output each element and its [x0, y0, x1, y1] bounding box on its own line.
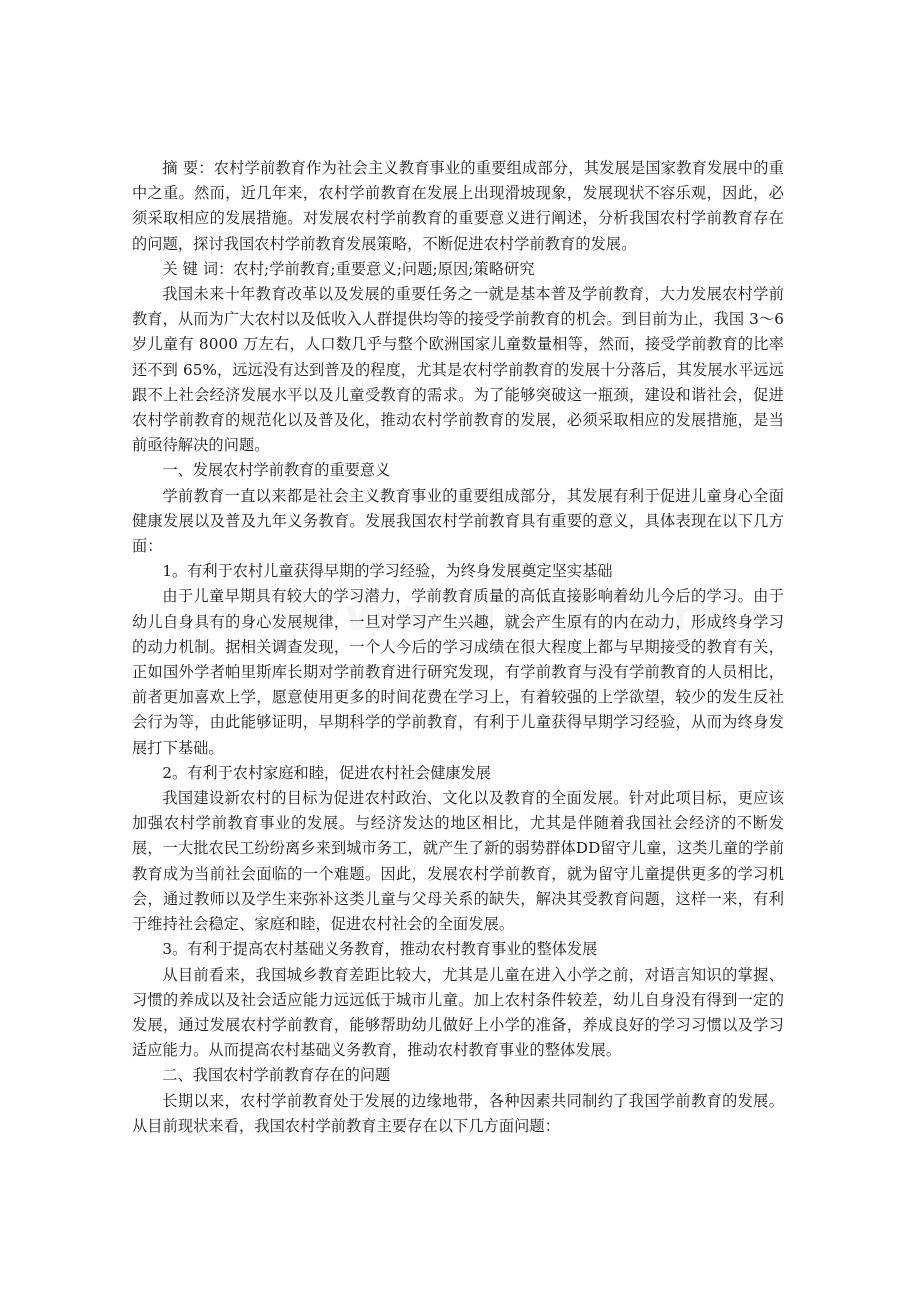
keywords-label: 关 键 词：: [162, 259, 234, 278]
abstract-label: 摘 要：: [162, 159, 214, 177]
section-1-heading: 一、发展农村学前教育的重要意义: [162, 461, 391, 480]
keywords-paragraph: [132, 257, 784, 282]
document-body: [132, 156, 784, 1139]
point-3-text: 从目前看来，我国城乡教育差距比较大，尤其是儿童在进入小学之前，对语言知识的掌握、习惯的养成以及社会适应能力远远低于城市儿童。加上农村条件较差，幼儿自身没有得到一定的发展，通过发展农村学前教育，能够帮助幼儿做好上小学的准备，养成良好的学习习惯以及学习适应能力。从而提高农村基础义务教育，推动农村教育事业的整体发展。: [132, 965, 784, 1060]
point-1-heading: 1。有利于农村儿童获得早期的学习经验，为终身发展奠定坚实基础: [162, 562, 613, 581]
abstract-text: 农村学前教育作为社会主义教育事业的重要组成部分，其发展是国家教育发展中的重中之重。然而，近几年来，农村学前教育在发展上出现滑坡现象，发展现状不容乐观，因此，必须采取相应的发展措施。对发展农村学前教育的重要意义进行阐述，分析我国农村学前教育存在的问题，探讨我国农村学前教育发展策略，不断促进农村学前教育的发展。: [132, 159, 784, 253]
point-3-heading: 3。有利于提高农村基础义务教育，推动农村教育事业的整体发展: [162, 940, 598, 959]
section-2-intro: 长期以来，农村学前教育处于发展的边缘地带，各种因素共同制约了我国学前教育的发展。从目前现状来看，我国农村学前教育主要存在以下几方面问题：: [132, 1091, 784, 1135]
point-1-text: 由于儿童早期具有较大的学习潜力，学前教育质量的高低直接影响着幼儿今后的学习。由于幼儿自身具有的身心发展规律，一旦对学习产生兴趣，就会产生原有的内在动力，形成终身学习的动力机制。据相关调查发现，一个人今后的学习成绩在很大程度上都与早期接受的教育有关，正如国外学者帕里斯库长期对学前教育进行研究发现，有学前教育与没有学前教育的人员相比，前者更加喜欢上学，愿意使用更多的时间花费在学习上，有着较强的上学欲望，较少的发生反社会行为等，由此能够证明，早期科学的学前教育，有利于儿童获得早期学习经验，从而为终身发展打下基础。: [132, 587, 784, 757]
section-2-heading: 二、我国农村学前教育存在的问题: [162, 1066, 391, 1085]
keywords-text: 农村;学前教育;重要意义;问题;原因;策略研究: [233, 259, 535, 278]
point-2-text: 我国建设新农村的目标为促进农村政治、文化以及教育的全面发展。针对此项目标，更应该加强农村学前教育事业的发展。与经济发达的地区相比，尤其是伴随着我国社会经济的不断发展，一大批农民工纷纷离乡来到城市务工，就产生了新的弱势群体DD留守儿童，这类儿童的学前教育成为当前社会面临的一个难题。因此，发展农村学前教育，就为留守儿童提供更多的学习机会，通过教师以及学生来弥补这类儿童与父母关系的缺失，解决其受教育问题，这样一来，有利于维持社会稳定、家庭和睦，促进农村社会的全面发展。: [132, 789, 784, 934]
point-2-heading: 2。有利于农村家庭和睦，促进农村社会健康发展: [162, 763, 491, 782]
section-1-intro: 学前教育一直以来都是社会主义教育事业的重要组成部分，其发展有利于促进儿童身心全面健康发展以及普及九年义务教育。发展我国农村学前教育具有重要的意义，具体表现在以下几方面：: [132, 486, 784, 556]
abstract-paragraph: [132, 156, 784, 257]
intro-paragraph: 我国未来十年教育改革以及发展的重要任务之一就是基本普及学前教育，大力发展农村学前教育，从而为广大农村以及低收入人群提供均等的接受学前教育的机会。到目前为止，我国 3～6 岁儿童有 8000 万左右，人口数几乎与整个欧洲国家儿童数量相等，然而，接受学前教育的比率还不到 65%，远远没有达到普及的程度，尤其是农村学前教育的发展十分落后，其发展水平远远跟不上社会经济发展水平以及儿童受教育的需求。为了能够突破这一瓶颈，建设和谐社会，促进农村学前教育的规范化以及普及化，推动农村学前教育的发展，必须采取相应的发展措施，是当前亟待解决的问题。: [132, 285, 784, 455]
